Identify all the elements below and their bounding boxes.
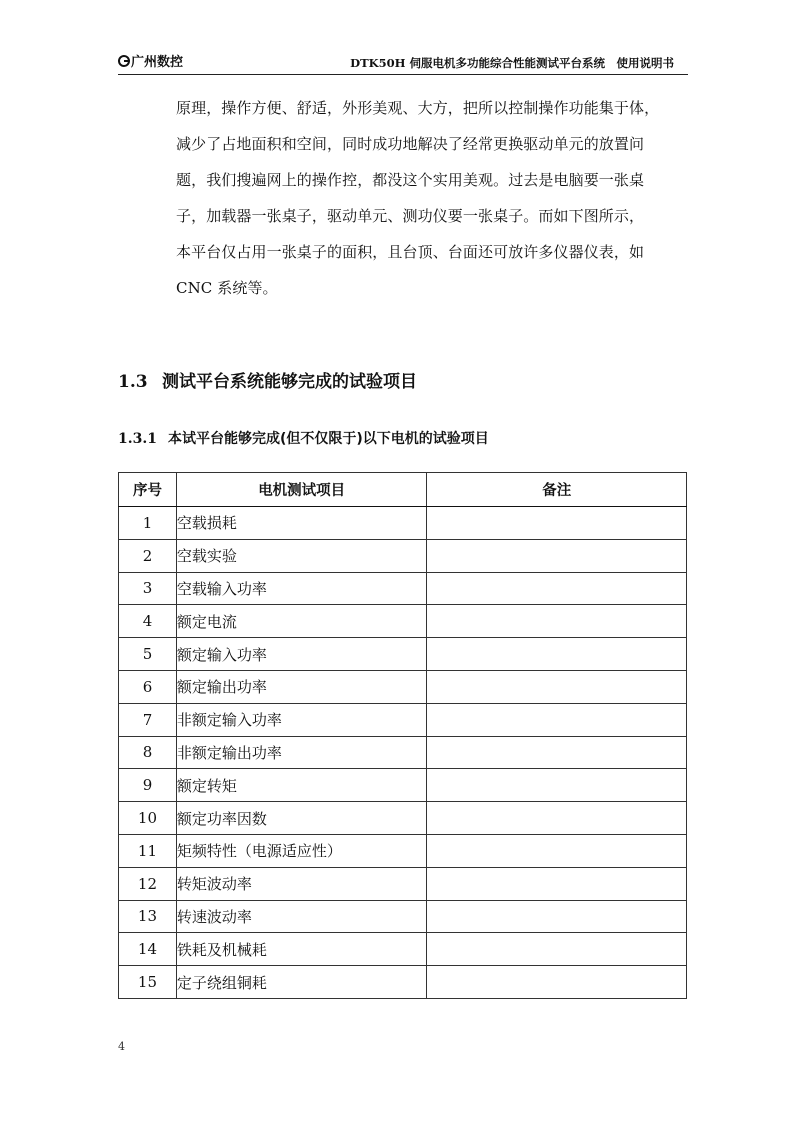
row-number: 14 <box>119 933 177 966</box>
row-item: 额定功率因数 <box>176 802 427 835</box>
row-note <box>427 834 687 867</box>
row-note <box>427 867 687 900</box>
subsection-title: 本试平台能够完成(但不仅限于)以下电机的试验项目 <box>168 431 489 447</box>
table-row <box>119 670 687 703</box>
table-row <box>119 572 687 605</box>
table-row <box>119 736 687 769</box>
row-number: 6 <box>119 670 177 703</box>
row-note <box>427 966 687 999</box>
gsk-logo-icon <box>118 55 130 67</box>
company-logo <box>118 55 183 71</box>
table-row <box>119 703 687 736</box>
table-row <box>119 507 687 540</box>
row-item: 矩频特性（电源适应性） <box>176 834 427 867</box>
section-title: 测试平台系统能够完成的试验项目 <box>162 372 417 392</box>
row-number: 1 <box>119 507 177 540</box>
row-note <box>427 670 687 703</box>
table-row <box>119 605 687 638</box>
paragraph-line: 减少了占地面积和空间，同时成功地解决了经常更换驱动单元的放置问 <box>176 135 645 153</box>
row-item: 额定输入功率 <box>176 638 427 671</box>
table-row <box>119 802 687 835</box>
row-note <box>427 769 687 802</box>
subsection-heading <box>118 429 489 449</box>
table-row <box>119 966 687 999</box>
paragraph-line: 原理，操作方便、舒适，外形美观、大方，把所以控制操作功能集于体， <box>176 99 660 117</box>
row-item: 空载实验 <box>176 539 427 572</box>
row-note <box>427 802 687 835</box>
row-number: 4 <box>119 605 177 638</box>
row-item: 定子绕组铜耗 <box>176 966 427 999</box>
row-number: 2 <box>119 539 177 572</box>
row-item: 额定转矩 <box>176 769 427 802</box>
table-row <box>119 900 687 933</box>
table-row <box>119 638 687 671</box>
row-item: 转矩波动率 <box>176 867 427 900</box>
row-item: 空载损耗 <box>176 507 427 540</box>
row-note <box>427 900 687 933</box>
test-items-table <box>118 472 687 999</box>
document-title: DTK50H 伺服电机多功能综合性能测试平台系统 使用说明书 <box>350 56 674 70</box>
logo-text: 广州数控 <box>131 55 184 70</box>
row-note <box>427 539 687 572</box>
row-number: 15 <box>119 966 177 999</box>
row-number: 7 <box>119 703 177 736</box>
paragraph-line: CNC 系统等。 <box>176 279 278 297</box>
row-number: 10 <box>119 802 177 835</box>
table-row <box>119 933 687 966</box>
table-row <box>119 834 687 867</box>
page-header <box>118 52 688 75</box>
row-number: 3 <box>119 572 177 605</box>
row-note <box>427 507 687 540</box>
header-no: 序号 <box>119 473 177 507</box>
paragraph-line: 本平台仅占用一张桌子的面积，且台顶、台面还可放许多仪器仪表，如 <box>176 243 645 261</box>
row-note <box>427 638 687 671</box>
paragraph-line: 题，我们搜遍网上的操作控，都没这个实用美观。过去是电脑要一张桌 <box>176 171 645 189</box>
row-number: 8 <box>119 736 177 769</box>
body-paragraph <box>176 90 676 306</box>
row-number: 5 <box>119 638 177 671</box>
row-note <box>427 736 687 769</box>
row-number: 12 <box>119 867 177 900</box>
row-item: 非额定输出功率 <box>176 736 427 769</box>
row-item: 非额定输入功率 <box>176 703 427 736</box>
section-number: 1.3 <box>118 372 148 392</box>
row-number: 9 <box>119 769 177 802</box>
header-item: 电机测试项目 <box>176 473 427 507</box>
row-item: 额定电流 <box>176 605 427 638</box>
paragraph-line: 子，加载器一张桌子，驱动单元、测功仪要一张桌子。而如下图所示， <box>176 207 645 225</box>
header-note: 备注 <box>427 473 687 507</box>
row-item: 额定输出功率 <box>176 670 427 703</box>
table-header-row <box>119 473 687 507</box>
row-note <box>427 933 687 966</box>
page-number: 4 <box>118 1040 125 1053</box>
row-note <box>427 572 687 605</box>
row-number: 11 <box>119 834 177 867</box>
row-number: 13 <box>119 900 177 933</box>
section-heading <box>118 370 417 394</box>
table-row <box>119 539 687 572</box>
row-note <box>427 703 687 736</box>
subsection-number: 1.3.1 <box>118 431 157 447</box>
table-row <box>119 867 687 900</box>
row-note <box>427 605 687 638</box>
table-row <box>119 769 687 802</box>
row-item: 铁耗及机械耗 <box>176 933 427 966</box>
row-item: 空载输入功率 <box>176 572 427 605</box>
row-item: 转速波动率 <box>176 900 427 933</box>
